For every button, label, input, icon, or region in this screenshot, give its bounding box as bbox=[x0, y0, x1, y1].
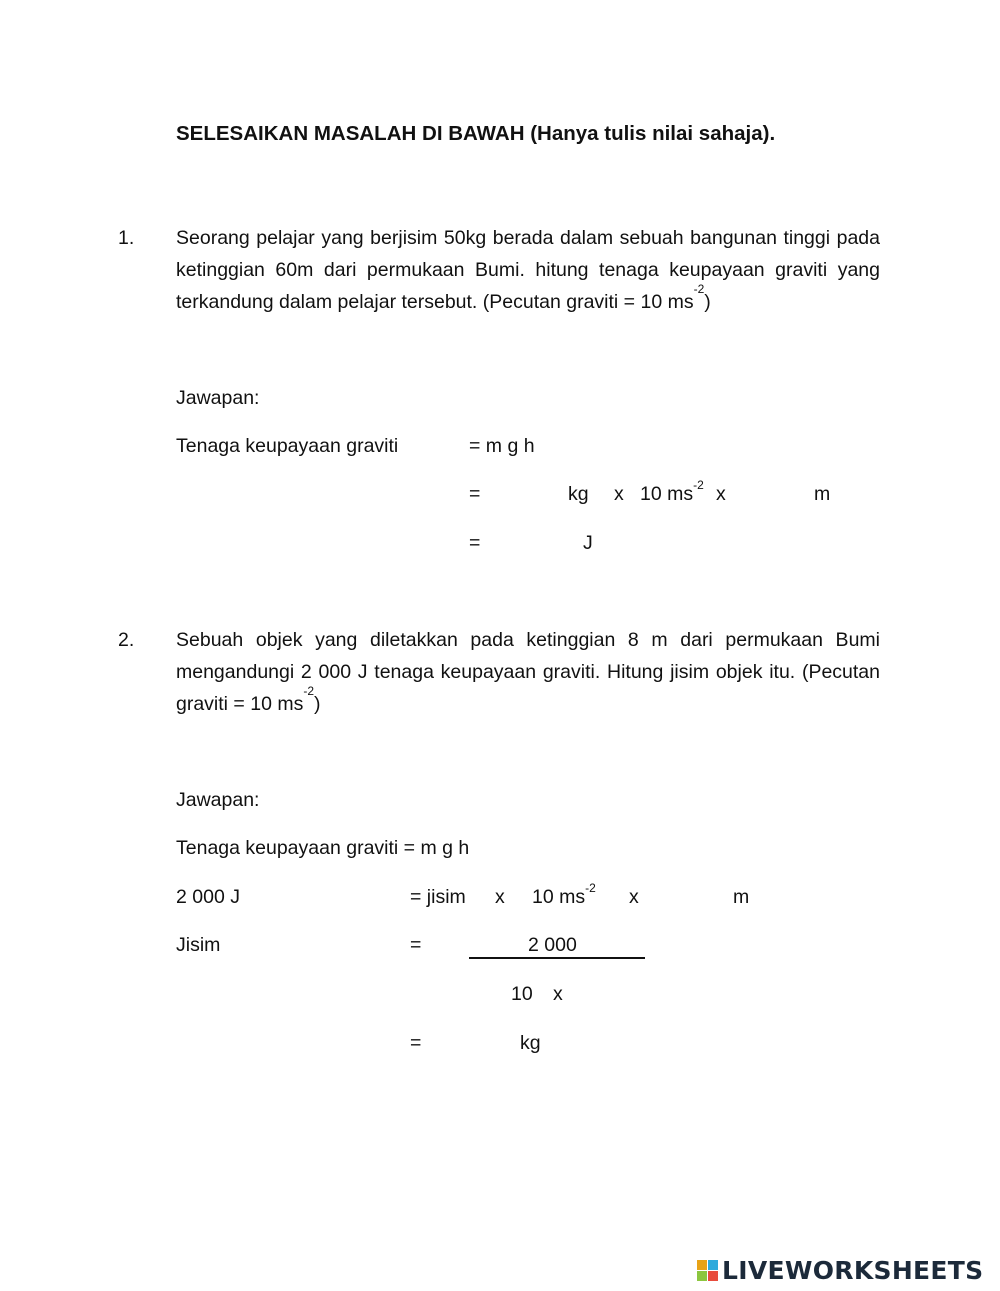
question-1-text bbox=[176, 222, 880, 318]
q2-line3-equals: = bbox=[410, 934, 422, 956]
q1-formula-label: Tenaga keupayaan graviti bbox=[176, 435, 399, 457]
question-2-number: 2. bbox=[118, 629, 135, 651]
q1-mass-unit: kg bbox=[568, 483, 589, 505]
q1-gravity-exponent: -2 bbox=[693, 478, 704, 492]
question-1-exponent: -2 bbox=[693, 282, 705, 296]
question-2-body: Sebuah objek yang diletakkan pada ketinggian 8 m dari permukaan Bumi mengandungi 2 000 J tenaga keupayaan graviti. Hitung jisim objek itu. (Pecutan graviti = 10 ms bbox=[176, 629, 880, 715]
q2-denominator-times: x bbox=[553, 983, 563, 1005]
q1-energy-unit: J bbox=[583, 532, 593, 554]
question-1-close: ) bbox=[704, 291, 711, 313]
q2-formula: Tenaga keupayaan graviti = m g h bbox=[176, 837, 470, 859]
q2-answer-label: Jawapan: bbox=[176, 789, 260, 811]
q2-energy-value: 2 000 J bbox=[176, 886, 240, 908]
q2-numerator: 2 000 bbox=[528, 934, 577, 956]
q2-mass-unit: kg bbox=[520, 1032, 541, 1054]
q1-gravity-text: 10 ms bbox=[640, 483, 694, 505]
q1-answer-label: Jawapan: bbox=[176, 387, 260, 409]
q2-gravity-exponent: -2 bbox=[585, 881, 596, 895]
q1-gravity-value bbox=[640, 478, 704, 506]
q2-height-unit: m bbox=[733, 886, 750, 908]
q2-line5-equals: = bbox=[410, 1032, 422, 1054]
liveworksheets-logo-icon bbox=[697, 1260, 718, 1281]
question-1-body: Seorang pelajar yang berjisim 50kg berada dalam sebuah bangunan tinggi pada ketinggian 60m dari permukaan Bumi. hitung tenaga keupayaan graviti yang terkandung dalam pelajar tersebut. (Pecutan graviti = 10 ms bbox=[176, 227, 880, 313]
q2-mass-label: Jisim bbox=[176, 934, 221, 956]
q1-line3-equals: = bbox=[469, 532, 481, 554]
question-2-text bbox=[176, 624, 880, 720]
q2-gravity-value bbox=[532, 881, 596, 909]
q1-times-2: x bbox=[716, 483, 726, 505]
q2-mass-term: = jisim bbox=[410, 886, 466, 908]
q1-formula: = m g h bbox=[469, 435, 535, 457]
q2-gravity-text: 10 ms bbox=[532, 886, 586, 908]
question-1-number: 1. bbox=[118, 227, 135, 249]
page-title: SELESAIKAN MASALAH DI BAWAH (Hanya tulis nilai sahaja). bbox=[176, 122, 776, 145]
q1-height-unit: m bbox=[814, 483, 831, 505]
fraction-bar bbox=[469, 957, 645, 959]
q2-denominator-gravity: 10 bbox=[511, 983, 533, 1005]
q2-times-1: x bbox=[495, 886, 505, 908]
q1-line2-equals: = bbox=[469, 483, 481, 505]
q1-times-1: x bbox=[614, 483, 624, 505]
q2-times-2: x bbox=[629, 886, 639, 908]
question-2-close: ) bbox=[314, 693, 321, 715]
question-2-exponent: -2 bbox=[303, 684, 315, 698]
liveworksheets-logo-text: LIVEWORKSHEETS bbox=[722, 1255, 984, 1285]
liveworksheets-logo bbox=[697, 1254, 983, 1286]
